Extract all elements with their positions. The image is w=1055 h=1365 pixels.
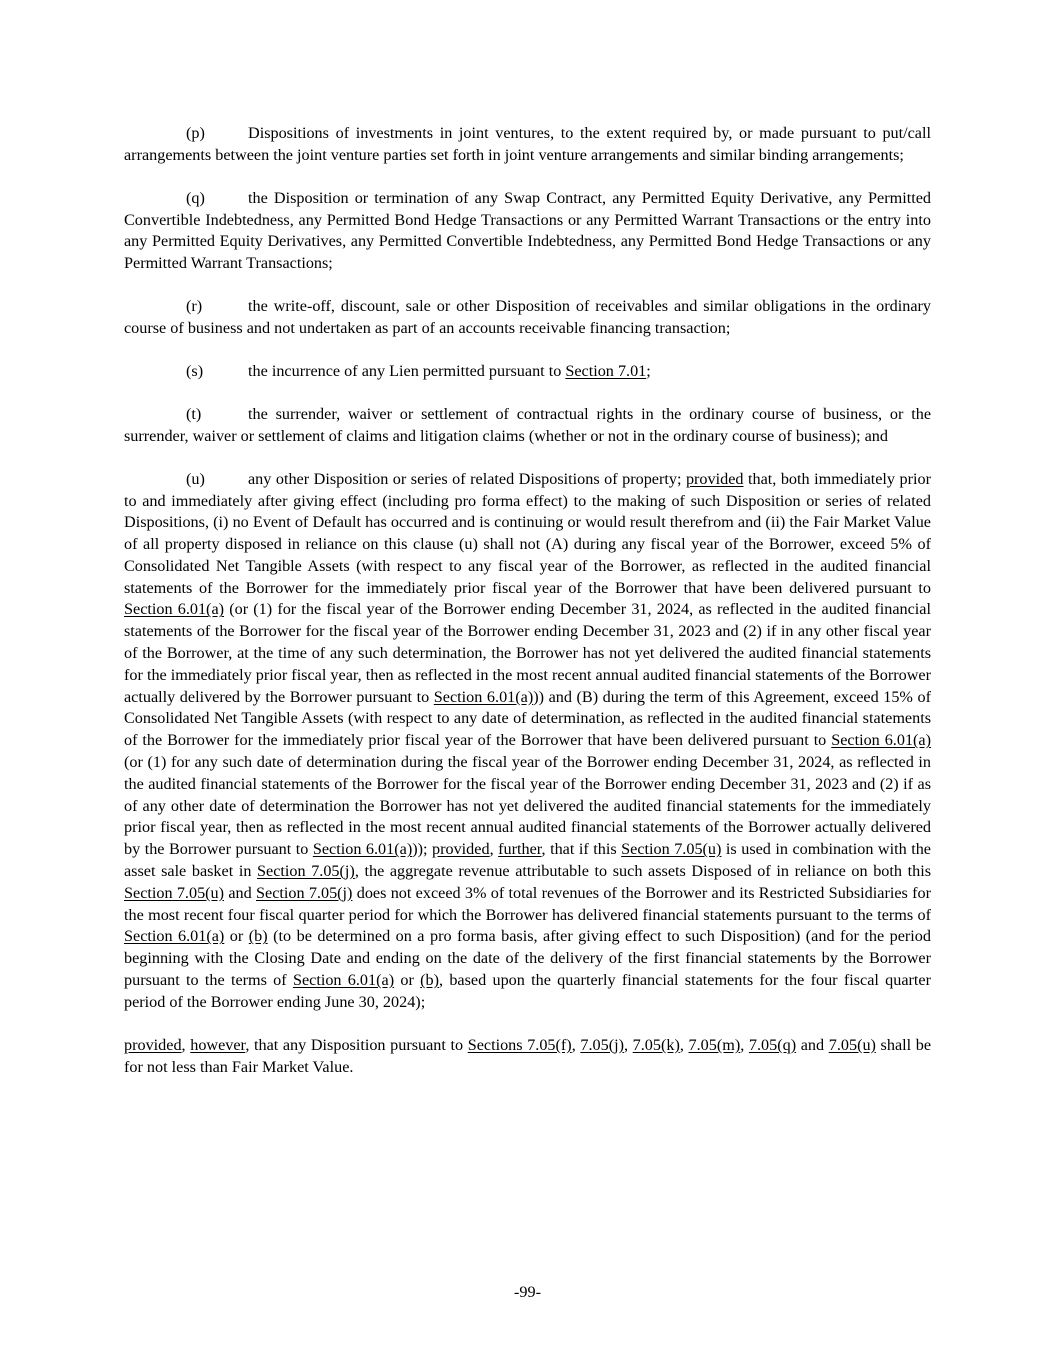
clause-text: ));	[412, 840, 433, 859]
section-reference: Section 7.05(u)	[621, 840, 722, 859]
clause-label: (t)	[186, 404, 202, 423]
clause-text: (or (1) for any such date of determination during the fiscal year of the Borrower ending December 31, 2024, as reflected in the audited financial statements of the Borrower for the fiscal year of the Borrower ending December 31, 2023 and (2) if as of any other date of determination the Borrower has not yet delivered the audited financial statements for the immediately prior fiscal year, then as reflected in the most recent annual audited financial statements of the Borrower actually delivered by the Borrower pursuant to	[124, 753, 931, 859]
proviso-text: , that any Disposition pursuant to	[245, 1035, 468, 1054]
section-reference: 7.05(u)	[828, 1035, 876, 1054]
proviso-paragraph	[124, 1035, 931, 1079]
clause-p	[124, 123, 931, 167]
proviso-text: ,	[181, 1035, 191, 1054]
provided-term: provided	[124, 1035, 182, 1054]
section-reference: Section 6.01(a)	[292, 971, 395, 990]
section-reference: 7.05(m)	[688, 1035, 741, 1054]
clause-text: the surrender, waiver or settlement of contractual rights in the ordinary course of business, or the surrender, waiver or settlement of claims and litigation claims (whether or not in the ordinary course of business); and	[124, 404, 931, 445]
clause-text: or	[394, 971, 421, 990]
clause-label: (p)	[186, 124, 205, 142]
section-reference: 7.05(q)	[748, 1035, 797, 1054]
clause-text: Dispositions of investments in joint ventures, to the extent required by, or made pursuant to put/call arrangements between the joint venture parties set forth in joint venture arrangements and similar binding arrangements;	[124, 124, 931, 164]
section-reference: (b)	[248, 927, 268, 946]
proviso-text: and	[796, 1035, 829, 1054]
section-reference: Section 7.01	[565, 361, 647, 380]
clause-text: the Disposition or termination of any Swap Contract, any Permitted Equity Derivative, any Permitted Convertible Indebtedness, any Permitted Bond Hedge Transactions or any Permitted Warrant Transactions or the entry into any Permitted Equity Derivatives, any Permitted Convertible Indebtedness, any Permitted Bond Hedge Transactions or any Permitted Warrant Transactions;	[124, 188, 931, 273]
clause-label: (r)	[186, 297, 203, 316]
section-reference: 7.05(k)	[632, 1035, 680, 1054]
clause-text: (to be determined on a pro forma basis, after giving effect to such Disposition) (and for the period beginning with the Closing Date and ending on the date of the delivery of the first financial statements by the Borrower pursuant to the terms of	[124, 927, 931, 990]
proviso-text: ,	[679, 1035, 689, 1054]
proviso-text: ,	[740, 1035, 749, 1054]
clause-r	[124, 296, 931, 340]
section-reference: Section 6.01(a)	[433, 687, 534, 706]
section-reference: Section 6.01(a)	[124, 600, 225, 619]
section-reference: Section 6.01(a)	[312, 840, 413, 859]
section-reference: 7.05(j)	[580, 1035, 624, 1054]
clause-text: does not exceed 3% of total revenues of the Borrower and its Restricted Subsidiaries for the most recent four fiscal quarter period for which the Borrower has delivered financial statements pursuant to the terms of	[124, 883, 931, 924]
proviso-text: ,	[623, 1035, 633, 1054]
provided-term: provided	[432, 840, 490, 859]
clause-text: is used in combination with the asset sale basket in	[124, 840, 931, 881]
clause-label: (u)	[186, 469, 205, 488]
however-term: however	[190, 1035, 246, 1054]
clause-label: (s)	[186, 361, 204, 380]
proviso-text: ,	[571, 1035, 581, 1054]
provided-term: provided	[685, 469, 744, 488]
clause-text: )) and (B) during the term of this Agreement, exceed 15% of Consolidated Net Tangible Assets (with respect to any date of determination, as reflected in the audited financial statements of the Borrower for the immediately prior fiscal year of the Borrower that have been delivered pursuant to	[124, 687, 931, 750]
clause-s	[124, 361, 931, 383]
section-reference: Section 7.05(u)	[124, 883, 225, 902]
clause-text: and	[224, 883, 256, 902]
section-reference: Section 7.05(j)	[257, 862, 355, 881]
section-reference: Section 6.01(a)	[831, 731, 931, 750]
clause-label: (q)	[186, 188, 205, 207]
section-reference: Sections 7.05(f)	[467, 1035, 572, 1054]
page-number: -99-	[514, 1283, 541, 1301]
clause-text: the write-off, discount, sale or other Disposition of receivables and similar obligations in the ordinary course of business and not undertaken as part of an accounts receivable financing transaction;	[124, 297, 931, 337]
clause-text: , that if this	[541, 840, 622, 859]
section-reference: Section 7.05(j)	[256, 883, 353, 902]
proviso-text: shall be for not less than Fair Market Value.	[124, 1035, 932, 1076]
section-reference: (b)	[420, 971, 440, 990]
further-term: further	[498, 840, 542, 859]
clause-text: that, both immediately prior to and immediately after giving effect (including pro forma effect) to the making of such Disposition or series of related Dispositions, (i) no Event of Default has occurred and is continuing or would result therefrom and (ii) the Fair Market Value of all property disposed in reliance on this clause (u) shall not (A) during any fiscal year of the Borrower, exceed 5% of Consolidated Net Tangible Assets (with respect to any fiscal year of the Borrower, as reflected in the audited financial statements of the Borrower for the immediately prior fiscal year of the Borrower that have been delivered pursuant to	[124, 469, 931, 597]
clause-text: ;	[646, 361, 651, 380]
clause-text: the incurrence of any Lien permitted pursuant to	[248, 361, 566, 380]
document-page	[124, 123, 931, 1100]
section-reference: Section 6.01(a)	[124, 927, 225, 946]
clause-text: , the aggregate revenue attributable to such assets Disposed of in reliance on both this	[354, 862, 931, 881]
clause-text: or	[224, 927, 249, 946]
clause-text: ,	[489, 840, 499, 859]
clause-text: any other Disposition or series of related Dispositions of property;	[248, 469, 686, 488]
clause-text: , based upon the quarterly financial statements for the four fiscal quarter period of the Borrower ending June 30, 2024);	[124, 971, 932, 1011]
clause-t	[124, 404, 931, 448]
clause-q	[124, 188, 931, 275]
clause-text: (or (1) for the fiscal year of the Borrower ending December 31, 2024, as reflected in the audited financial statements of the Borrower for the fiscal year of the Borrower ending December 31, 2023 and (2) if in any other fiscal year of the Borrower, at the time of any such determination, the Borrower has not yet delivered the audited financial statements for the immediately prior fiscal year, then as reflected in the most recent annual audited financial statements of the Borrower actually delivered by the Borrower pursuant to	[124, 600, 931, 706]
clause-u	[124, 469, 931, 1014]
